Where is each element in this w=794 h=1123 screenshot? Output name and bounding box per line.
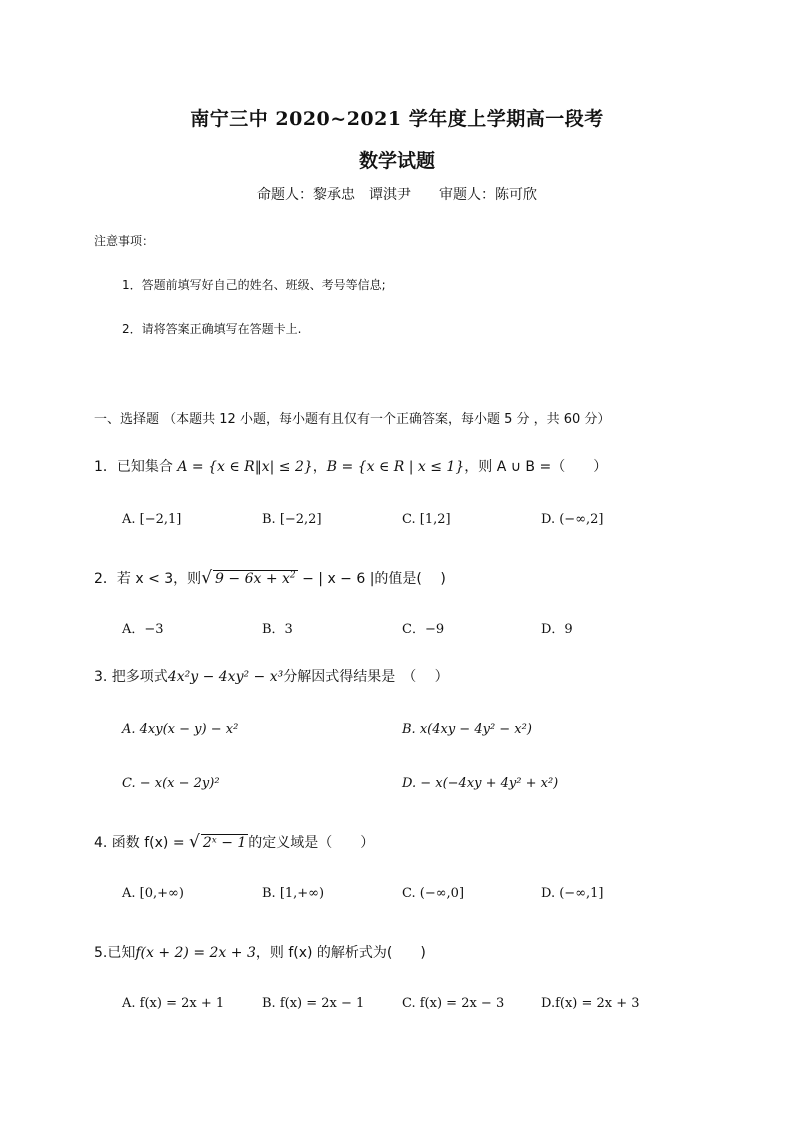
question-4-prefix: 4. 函数 f(x) = [94, 835, 190, 851]
question-1-set-b: B = {x ∈ R | x ≤ 1} [326, 459, 465, 475]
exam-subtitle: 数学试题 [358, 150, 435, 172]
exam-authors: 命题人：黎承忠 谭淇尹 审题人：陈可欣 [257, 187, 537, 203]
question-1-option-d: D. (−∞,2] [541, 512, 604, 527]
question-4-option-a: A. [0,+∞) [122, 886, 184, 901]
sqrt-sign: √ [189, 832, 200, 852]
question-4-radicand: 2ˣ − 1 [202, 835, 247, 851]
question-5-stem [94, 942, 426, 962]
question-2-after: − | x − 6 |的值是( ) [297, 571, 446, 587]
question-3-polynomial: 4x²y − 4xy² − x³ [167, 669, 284, 685]
question-4-suffix: 的定义域是（ ） [248, 835, 375, 851]
notice-item: 1．答题前填写好自己的姓名、班级、考号等信息; [122, 278, 386, 292]
question-1-stem [94, 456, 607, 476]
question-2-prefix: 2．若 x < 3，则 [94, 571, 202, 587]
notice-heading: 注意事项： [94, 234, 155, 248]
question-3-prefix: 3. 把多项式 [94, 669, 168, 685]
question-3-option-d: D. − x(−4xy + 4y² + x²) [402, 776, 559, 791]
section-heading: 一、选择题 （本题共 12 小题，每小题有且仅有一个正确答案，每小题 5 分 ，共 60 分） [94, 412, 611, 427]
exam-title: 南宁三中 2020~2021 学年度上学期高一段考 [190, 108, 604, 130]
question-3-suffix: 分解因式得结果是 （ ） [283, 669, 449, 685]
question-5-option-a: A. f(x) = 2x + 1 [122, 996, 225, 1011]
question-3-option-c: C. − x(x − 2y)² [122, 776, 220, 791]
question-5-option-d: D.f(x) = 2x + 3 [541, 996, 640, 1011]
question-4-stem [94, 832, 374, 852]
question-5-prefix: 5.已知 [94, 945, 136, 961]
question-3-stem [94, 666, 449, 686]
question-5-option-c: C. f(x) = 2x − 3 [402, 996, 505, 1011]
question-1-option-a: A. [−2,1] [122, 512, 182, 527]
question-2-option-d: D．9 [541, 622, 573, 637]
notice-item: 2．请将答案正确填写在答题卡上. [122, 322, 302, 336]
question-4-option-d: D. (−∞,1] [541, 886, 604, 901]
question-2-stem [94, 568, 446, 588]
question-1-sep: ， [312, 459, 327, 475]
question-1-option-c: C. [1,2] [402, 512, 451, 527]
question-1-suffix: ，则 A ∪ B =（ ） [464, 459, 608, 475]
question-2-option-a: A．−3 [122, 622, 164, 637]
question-5-suffix: ，则 f(x) 的解析式为( ) [255, 945, 426, 961]
question-5-equation: f(x + 2) = 2x + 3 [135, 945, 256, 961]
question-1-option-b: B. [−2,2] [262, 512, 322, 527]
question-5-option-b: B. f(x) = 2x − 1 [262, 996, 365, 1011]
question-1-prefix: 1．已知集合 [94, 459, 178, 475]
question-1-set-a: A = {x ∈ R‖x| ≤ 2} [177, 459, 313, 475]
sqrt-sign: √ [201, 568, 213, 588]
question-2-option-c: C．−9 [402, 622, 445, 637]
question-4-option-b: B. [1,+∞) [262, 886, 325, 901]
question-2-radicand: $9 - 6x + x^2$ [215, 570, 296, 587]
question-4-option-c: C. (−∞,0] [402, 886, 465, 901]
question-2-option-b: B．3 [262, 622, 293, 637]
question-3-option-a: A. 4xy(x − y) − x² [122, 722, 239, 737]
question-3-option-b: B. x(4xy − 4y² − x²) [402, 722, 532, 737]
